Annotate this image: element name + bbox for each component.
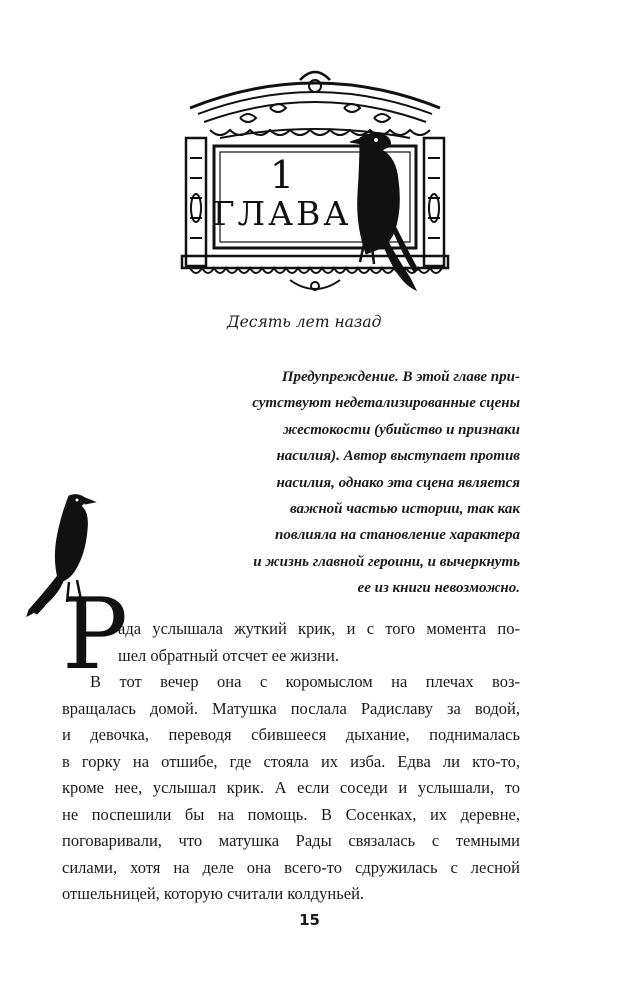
warning-line: жестокости (убийство и признаки — [283, 421, 520, 438]
warning-line: важной частью истории, так как — [289, 501, 520, 518]
body-line: не поспешили бы на помощь. В Сосенках, их деревне, — [62, 804, 520, 824]
chapter-label: ГЛАВА — [212, 194, 352, 233]
body-line: в горку на отшибе, где стояла их изба. Едва ли кто-то, — [62, 751, 520, 771]
body-line: отшельницей, которую считали колдуньей. — [62, 884, 365, 903]
body-line: вращалась домой. Матушка послала Радиславу за водой, — [62, 698, 520, 718]
body-line: поговаривали, что матушка Рады связалась с темными — [62, 831, 520, 850]
warning-line: ее из книги невозможно. — [357, 580, 520, 597]
warning-line: насилия, однако эта сцена является — [276, 474, 520, 491]
warning-line: Предупреждение. В этой главе при- — [281, 369, 520, 385]
content-warning — [180, 364, 520, 602]
chapter-number: 1 — [269, 153, 295, 197]
chapter-heading — [207, 155, 357, 233]
body-line: силами, хотя на деле она всего-то сдружилась с лесной — [62, 857, 520, 877]
warning-line: повлияла на становление характера — [275, 527, 520, 544]
body-line: В тот вечер она с коромыслом на плечах воз- — [90, 672, 520, 691]
warning-line: насилия). Автор выступает против — [276, 448, 520, 465]
chapter-subtitle: Десять лет назад — [227, 313, 382, 331]
body-line: кроме нее, услышал крик. А если соседи и услышали, то — [62, 778, 520, 797]
body-line: шел обратный отсчет ее жизни. — [118, 645, 339, 665]
body-line: и девочка, переводя сбившееся дыхание, поднималась — [62, 725, 520, 744]
page-number: 15 — [299, 911, 320, 929]
body-line: ада услышала жуткий крик, и с того момента по- — [118, 619, 520, 638]
drop-cap: Р — [62, 578, 128, 692]
warning-line: и жизнь главной героини, и вычеркнуть — [253, 553, 520, 570]
body-text — [62, 616, 520, 908]
warning-line: сутствуют недетализированные сцены — [252, 395, 520, 412]
